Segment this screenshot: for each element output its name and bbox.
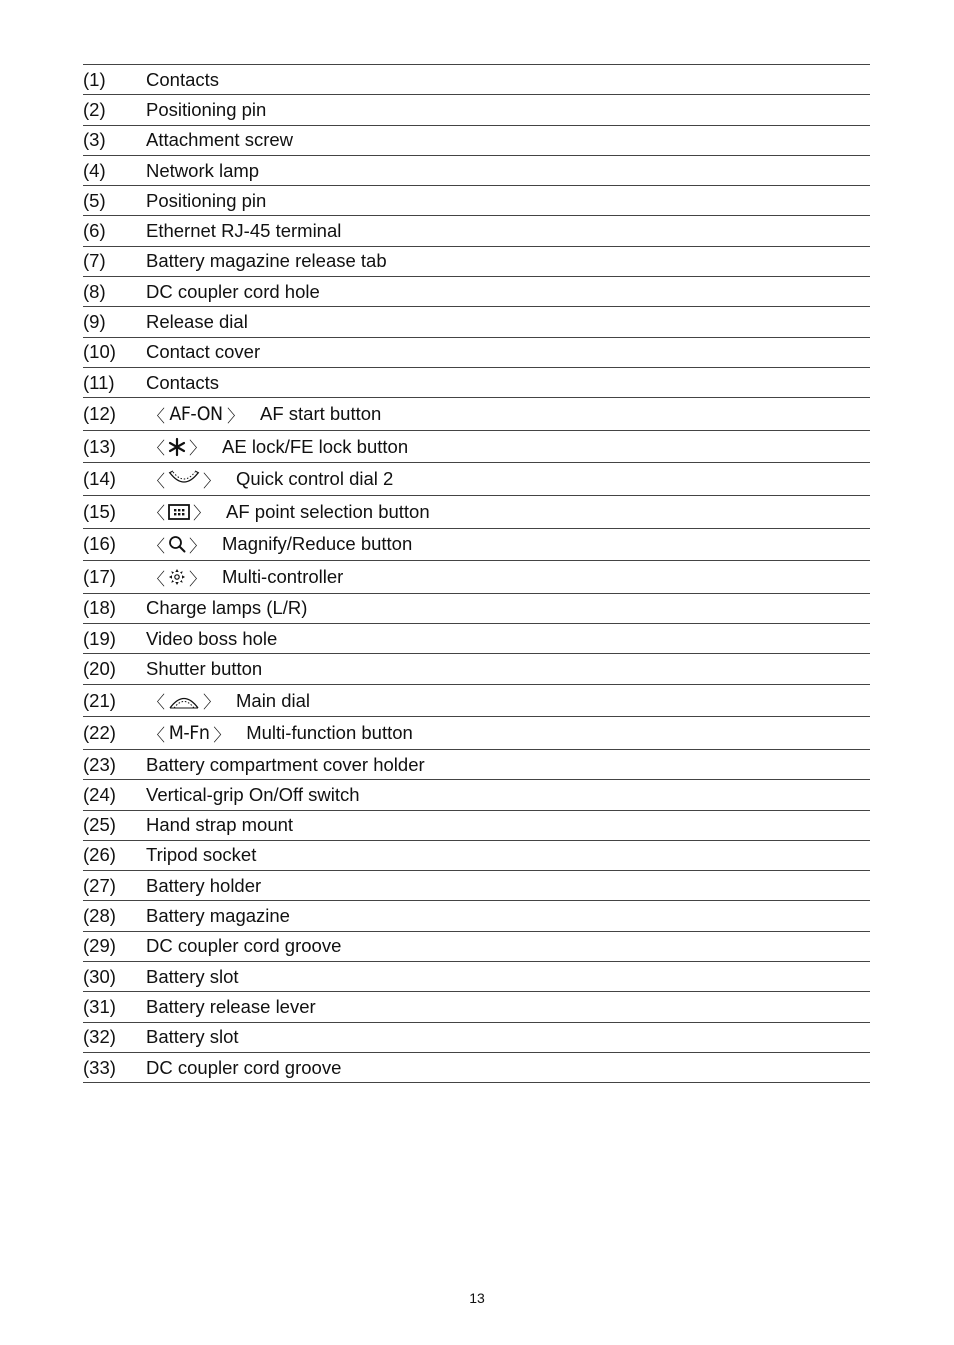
row-description [146,99,266,121]
main-dial-icon [146,688,222,713]
table-row [83,594,870,624]
table-row [83,561,870,594]
row-label: Positioning pin [146,98,267,120]
row-number: (5) [83,189,106,211]
table-row [83,307,870,337]
m-fn-icon [146,721,232,746]
row-description [146,597,307,619]
table-row [83,1023,870,1053]
row-label: Main dial [236,689,311,711]
row-label: Battery magazine release tab [146,250,387,272]
bracket-open: 〈 [148,504,165,525]
row-description [146,875,261,897]
row-description [146,658,262,680]
table-row [83,685,870,718]
row-number: (9) [83,311,106,333]
row-label: Hand strap mount [146,814,294,836]
row-number: (28) [83,905,116,927]
row-number: (18) [83,597,116,619]
row-number: (23) [83,753,116,775]
row-description [146,434,408,459]
row-number: (22) [83,722,116,744]
multi-controller-icon [146,565,208,590]
row-number: (14) [83,468,116,490]
row-label: Battery release lever [146,995,316,1017]
row-label: Tripod socket [146,844,257,866]
row-description [146,1026,239,1048]
bracket-close: 〉 [226,406,244,427]
row-description [146,499,430,524]
table-row [83,431,870,464]
table-row [83,811,870,841]
row-description [146,281,320,303]
row-description [146,565,343,590]
main-dial-icon-glyph [167,691,201,711]
row-label: AF start button [259,403,382,425]
table-row [83,65,870,95]
row-description [146,69,219,91]
ae-lock-asterisk-icon [146,434,208,459]
row-description [146,220,341,242]
quick-control-dial-icon-glyph [167,469,201,489]
row-number: (2) [83,98,106,120]
table-row [83,841,870,871]
row-label: AF point selection button [226,500,430,522]
table-row [83,338,870,368]
multi-controller-icon-glyph [167,567,187,587]
bracket-close: 〉 [189,439,206,460]
table-row [83,871,870,901]
row-description [146,129,293,151]
row-label: Network lamp [146,159,260,181]
row-description [146,628,277,650]
magnify-icon [146,532,208,557]
row-number: (13) [83,435,116,457]
row-description [146,190,266,212]
table-row [83,901,870,931]
row-number: (27) [83,874,116,896]
bracket-close: 〉 [203,471,220,492]
table-row [83,529,870,562]
quick-control-dial-icon [146,467,222,492]
row-description [146,311,248,333]
row-description [146,341,260,363]
row-description [146,1057,341,1079]
table-row [83,717,870,750]
row-number: (11) [83,371,115,393]
table-row [83,1053,870,1083]
table-row [83,156,870,186]
row-description [146,784,360,806]
row-label: Video boss hole [146,627,278,649]
row-number: (31) [83,995,116,1017]
table-row [83,992,870,1022]
table-row [83,398,870,431]
row-label: Battery compartment cover holder [146,753,425,775]
row-number: (24) [83,783,116,805]
row-description [146,160,259,182]
table-row [83,277,870,307]
row-number: (33) [83,1056,116,1078]
row-number: (17) [83,566,116,588]
row-number: (10) [83,341,116,363]
row-number: (4) [83,159,106,181]
row-number: (30) [83,965,116,987]
row-number: (25) [83,814,116,836]
bracket-open: 〈 [148,439,165,460]
row-description [146,754,425,776]
row-number: (8) [83,280,106,302]
bracket-close: 〉 [189,569,206,590]
row-number: (3) [83,129,106,151]
bracket-open: 〈 [148,536,165,557]
bracket-close: 〉 [213,725,231,746]
row-label: Contacts [146,68,220,90]
row-description [146,814,293,836]
table-row [83,186,870,216]
row-number: (12) [83,403,116,425]
row-label: DC coupler cord hole [146,280,320,302]
row-label: Multi-function button [246,722,413,744]
row-label: Vertical-grip On/Off switch [146,783,360,805]
table-row [83,624,870,654]
row-label: Battery holder [146,874,262,896]
button-icon-text: M-Fn [168,722,210,745]
row-description [146,688,310,713]
row-label: DC coupler cord groove [146,1056,342,1078]
row-number: (16) [83,533,116,555]
row-number: (21) [83,689,116,711]
bracket-open: 〈 [148,569,165,590]
row-description [146,532,412,557]
table-row [83,463,870,496]
row-label: Shutter button [146,658,263,680]
row-number: (15) [83,500,116,522]
row-label: Ethernet RJ-45 terminal [146,220,342,242]
row-number: (19) [83,627,116,649]
table-row [83,654,870,684]
bracket-close: 〉 [193,504,210,525]
af-point-selection-icon-glyph [167,502,191,522]
row-description [146,372,219,394]
table-row [83,247,870,277]
row-description [146,467,393,492]
row-number: (1) [83,68,106,90]
row-description [146,966,239,988]
table-row [83,368,870,398]
row-number: (6) [83,220,106,242]
row-description [146,844,256,866]
parts-list-table [83,64,870,1083]
row-number: (32) [83,1026,116,1048]
row-label: Multi-controller [222,566,344,588]
row-label: DC coupler cord groove [146,935,342,957]
row-label: Magnify/Reduce button [222,533,413,555]
row-label: Battery slot [146,965,239,987]
row-label: Charge lamps (L/R) [146,597,308,619]
row-number: (26) [83,844,116,866]
row-description [146,935,341,957]
page-number: 13 [469,1290,485,1306]
table-row [83,216,870,246]
table-row [83,95,870,125]
bracket-close: 〉 [203,693,220,714]
table-row [83,780,870,810]
table-row [83,932,870,962]
ae-lock-asterisk-icon-glyph [167,437,187,457]
bracket-open: 〈 [148,693,165,714]
row-description [146,721,413,746]
row-label: Contacts [146,371,220,393]
table-row [83,750,870,780]
table-row [83,962,870,992]
bracket-open: 〈 [148,725,165,746]
row-label: AE lock/FE lock button [222,435,409,457]
row-label: Attachment screw [146,129,294,151]
af-on-icon [146,402,246,427]
row-label: Battery slot [146,1026,239,1048]
magnify-icon-glyph [167,534,187,554]
row-label: Release dial [146,311,248,333]
button-icon-text: AF-ON [169,403,223,426]
row-description [146,250,387,272]
row-label: Quick control dial 2 [236,468,394,490]
row-label: Battery magazine [146,905,290,927]
bracket-open: 〈 [148,406,165,427]
table-row [83,496,870,529]
row-label: Contact cover [146,341,261,363]
row-number: (7) [83,250,106,272]
bracket-close: 〉 [189,536,206,557]
row-description [146,402,381,427]
row-number: (20) [83,658,116,680]
bracket-open: 〈 [148,471,165,492]
row-description [146,996,316,1018]
row-description [146,905,290,927]
row-number: (29) [83,935,116,957]
row-label: Positioning pin [146,189,267,211]
table-row [83,126,870,156]
af-point-selection-icon [146,499,212,524]
